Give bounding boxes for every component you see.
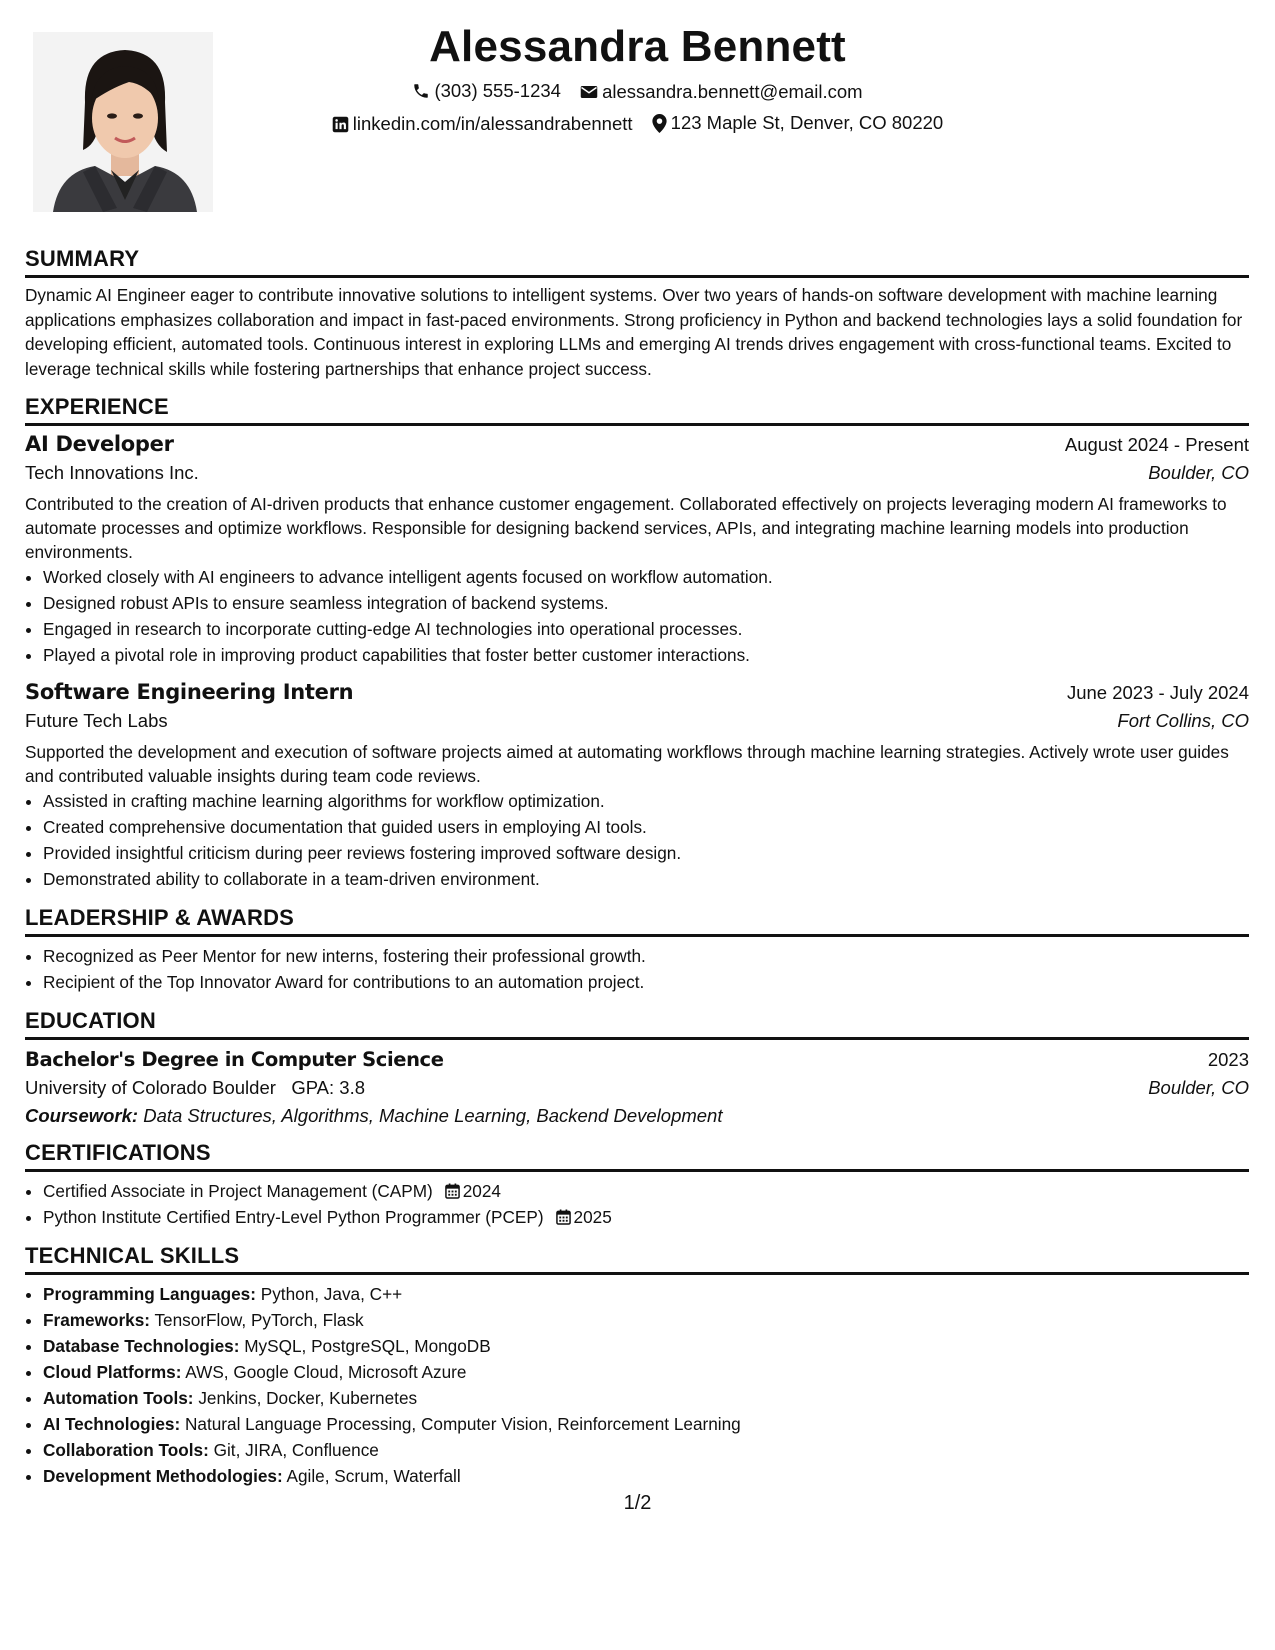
email-text: alessandra.bennett@email.com xyxy=(602,81,863,102)
skill-values: Natural Language Processing, Computer Vision, Reinforcement Learning xyxy=(184,1414,741,1434)
degree-title: Bachelor's Degree in Computer Science xyxy=(25,1048,444,1071)
job-description: Contributed to the creation of AI-driven products that enhance customer engagement. Collaborated effectively on projects leveraging modern AI frameworks to automate processes and optimize workflows. Responsible for designing backend services, APIs, and integrating machine learning models into production environments. xyxy=(25,494,1227,562)
experience-section xyxy=(25,394,1249,892)
list-item: • Created comprehensive documentation that guided users in employing AI tools. xyxy=(43,814,1249,840)
list-item: • Assisted in crafting machine learning algorithms for workflow optimization. xyxy=(43,788,1249,814)
job-dates: June 2023 - July 2024 xyxy=(1066,682,1249,703)
list-item: • Demonstrated ability to collaborate in a team-driven environment. xyxy=(43,866,1249,892)
skill-values: Python, Java, C++ xyxy=(260,1284,403,1304)
job-location: Boulder, CO xyxy=(1148,462,1249,483)
coursework-line xyxy=(25,1105,1249,1127)
skill-values: Jenkins, Docker, Kubernetes xyxy=(198,1388,418,1408)
leadership-section xyxy=(25,905,1249,995)
list-item xyxy=(43,1178,1249,1204)
skill-category: Frameworks: xyxy=(43,1310,150,1330)
envelope-icon xyxy=(580,84,598,100)
skill-category: Development Methodologies: xyxy=(43,1466,283,1486)
skill-values: Git, JIRA, Confluence xyxy=(213,1440,379,1460)
skill-category: Cloud Platforms: xyxy=(43,1362,182,1382)
certifications-list xyxy=(25,1178,1249,1230)
list-item: • Worked closely with AI engineers to advance intelligent agents focused on workflow automation. xyxy=(43,564,1249,590)
list-item: • Recipient of the Top Innovator Award for contributions to an automation project. xyxy=(43,969,1249,995)
skills-list xyxy=(25,1281,1249,1489)
calendar-icon xyxy=(556,1209,571,1225)
skill-values: AWS, Google Cloud, Microsoft Azure xyxy=(185,1362,467,1382)
resume-body xyxy=(25,246,1249,1502)
list-item xyxy=(43,1411,1249,1437)
coursework-label: Coursework: xyxy=(25,1105,139,1126)
skill-category: Programming Languages: xyxy=(43,1284,256,1304)
list-item xyxy=(43,1359,1249,1385)
map-pin-icon xyxy=(652,114,667,133)
contact-row-secondary xyxy=(0,112,1275,138)
school-location: Boulder, CO xyxy=(1148,1077,1249,1098)
list-item xyxy=(43,1204,1249,1230)
list-item xyxy=(43,1307,1249,1333)
skill-values: TensorFlow, PyTorch, Flask xyxy=(154,1310,364,1330)
calendar-icon xyxy=(445,1183,460,1199)
certification-year: 2024 xyxy=(462,1181,501,1201)
section-title: CERTIFICATIONS xyxy=(25,1140,1249,1172)
section-title: EDUCATION xyxy=(25,1008,1249,1040)
linkedin-icon xyxy=(332,116,349,133)
candidate-name: Alessandra Bennett xyxy=(429,22,846,71)
phone-contact[interactable] xyxy=(412,80,561,102)
certification-date xyxy=(556,1204,612,1230)
certification-date xyxy=(445,1178,501,1204)
summary-text: Dynamic AI Engineer eager to contribute innovative solutions to intelligent systems. Over two years of hands-on software development with machine learning applications emphasizes collaboration and impact in fast-paced environments. Strong proficiency in Python and backend technologies lays a solid foundation for developing efficient, automated tools. Continuous interest in exploring LLMs and emerging AI trends drives engagement with cross-functional teams. Excited to leverage technical skills while fostering partnerships that enhance project success. xyxy=(25,285,1243,379)
company-name: Tech Innovations Inc. xyxy=(25,462,199,483)
contact-row-primary xyxy=(0,80,1275,105)
job-location: Fort Collins, CO xyxy=(1117,710,1249,731)
section-title: SUMMARY xyxy=(25,246,1249,278)
certification-name: • Certified Associate in Project Management (CAPM) xyxy=(43,1181,433,1201)
job-description: Supported the development and execution of software projects aimed at automating workflows through machine learning strategies. Actively wrote user guides and contributed valuable insights during team code reviews. xyxy=(25,742,1229,786)
company-name: Future Tech Labs xyxy=(25,710,168,731)
list-item xyxy=(43,1385,1249,1411)
phone-text: (303) 555-1234 xyxy=(434,80,561,101)
job-bullets xyxy=(25,564,1249,668)
graduation-year: 2023 xyxy=(1207,1049,1249,1070)
linkedin-contact[interactable] xyxy=(332,113,633,135)
list-item xyxy=(43,1281,1249,1307)
job-bullets xyxy=(25,788,1249,892)
skill-category: Automation Tools: xyxy=(43,1388,194,1408)
coursework-text: Data Structures, Algorithms, Machine Learning, Backend Development xyxy=(143,1105,723,1126)
address-contact xyxy=(652,112,944,134)
list-item xyxy=(43,1333,1249,1359)
section-title: EXPERIENCE xyxy=(25,394,1249,426)
school-name: University of Colorado Boulder xyxy=(25,1077,276,1098)
job-dates: August 2024 - Present xyxy=(1064,434,1249,455)
leadership-list xyxy=(25,943,1249,995)
section-title: TECHNICAL SKILLS xyxy=(25,1243,1249,1275)
skill-category: Database Technologies: xyxy=(43,1336,240,1356)
page-number: 1/2 xyxy=(623,1492,652,1514)
job-title: Software Engineering Intern xyxy=(25,680,354,704)
skill-category: Collaboration Tools: xyxy=(43,1440,209,1460)
skill-values: Agile, Scrum, Waterfall xyxy=(286,1466,461,1486)
certification-name: • Python Institute Certified Entry-Level Python Programmer (PCEP) xyxy=(43,1207,544,1227)
list-item: • Provided insightful criticism during peer reviews fostering improved software design. xyxy=(43,840,1249,866)
certifications-section xyxy=(25,1140,1249,1230)
address-text: 123 Maple St, Denver, CO 80220 xyxy=(670,112,944,133)
gpa: GPA: 3.8 xyxy=(291,1077,366,1098)
job-entry xyxy=(25,680,1249,892)
section-title: LEADERSHIP & AWARDS xyxy=(25,905,1249,937)
skills-section xyxy=(25,1243,1249,1489)
linkedin-text: linkedin.com/in/alessandrabennett xyxy=(352,113,633,134)
list-item xyxy=(43,1437,1249,1463)
email-contact[interactable] xyxy=(580,81,862,103)
summary-section xyxy=(25,246,1249,381)
phone-icon xyxy=(412,82,430,100)
list-item: • Engaged in research to incorporate cutting-edge AI technologies into operational processes. xyxy=(43,616,1249,642)
school-line xyxy=(25,1077,365,1099)
skill-category: AI Technologies: xyxy=(43,1414,181,1434)
list-item: • Recognized as Peer Mentor for new interns, fostering their professional growth. xyxy=(43,943,1249,969)
list-item: • Played a pivotal role in improving product capabilities that foster better customer interactions. xyxy=(43,642,1249,668)
job-title: AI Developer xyxy=(25,432,174,456)
certification-year: 2025 xyxy=(573,1207,612,1227)
list-item: • Designed robust APIs to ensure seamless integration of backend systems. xyxy=(43,590,1249,616)
skill-values: MySQL, PostgreSQL, MongoDB xyxy=(244,1336,491,1356)
list-item xyxy=(43,1463,1249,1489)
education-section xyxy=(25,1008,1249,1127)
job-entry xyxy=(25,432,1249,668)
